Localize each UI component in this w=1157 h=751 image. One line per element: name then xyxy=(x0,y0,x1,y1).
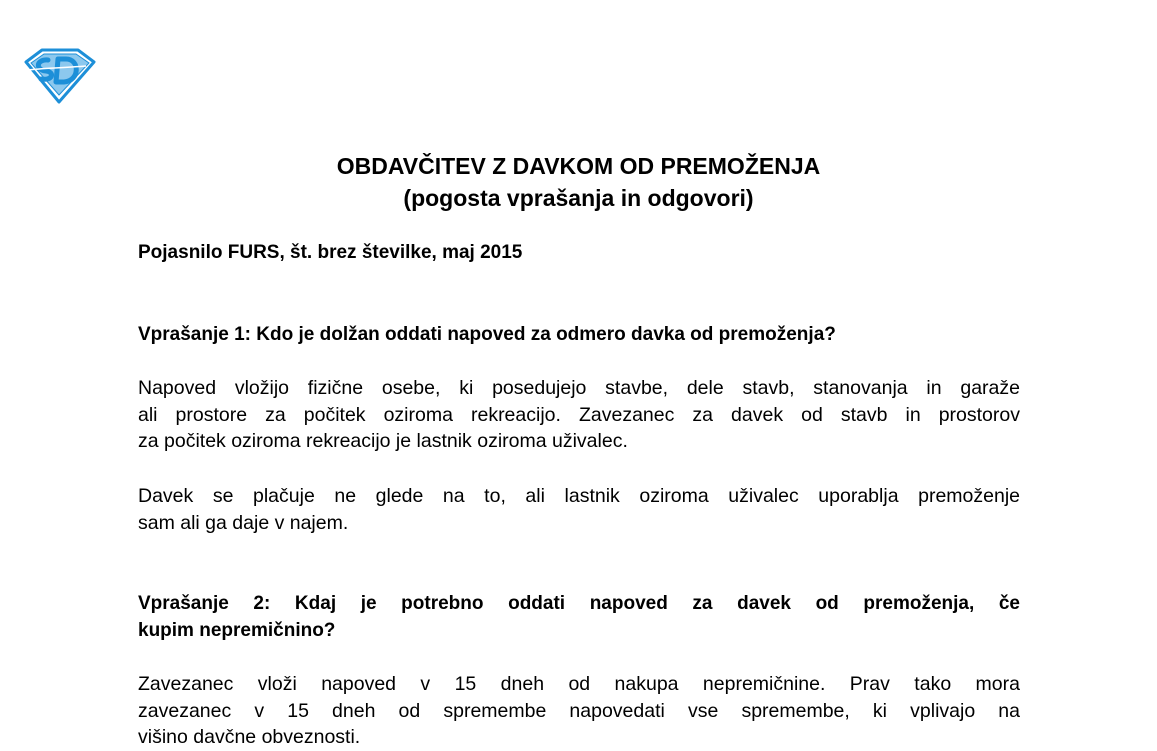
paragraph-line: Napoved vložijo fizične osebe, ki posedujejo stavbe, dele stavb, stanovanja in garaže xyxy=(138,377,1020,399)
question-2-heading-line: kupim nepremičnino? xyxy=(138,619,336,641)
paragraph-line: Davek se plačuje ne glede na to, ali lastnik oziroma uživalec uporablja premoženje xyxy=(138,485,1020,507)
sd-shield-logo-icon xyxy=(22,48,96,104)
document-title: OBDAVČITEV Z DAVKOM OD PREMOŽENJA xyxy=(336,153,821,179)
question-2-heading xyxy=(138,591,1020,644)
question-1-heading: Vprašanje 1: Kdo je dolžan oddati napoved za odmero davka od premoženja? xyxy=(138,324,836,345)
document-subtitle: (pogosta vprašanja in odgovori) xyxy=(403,185,754,211)
answer-1-paragraph-2 xyxy=(138,483,1020,536)
paragraph-line: Zavezanec vloži napoved v 15 dneh od nakupa nepremičnine. Prav tako mora xyxy=(138,673,1020,695)
question-1-section xyxy=(138,322,1020,349)
paragraph-line: ali prostore za počitek oziroma rekreacijo. Zavezanec za davek od stavb in prostorov xyxy=(138,403,1020,426)
paragraph-line: sam ali ga daje v najem. xyxy=(138,511,349,534)
document-title-block xyxy=(0,150,1157,214)
document-source: Pojasnilo FURS, št. brez številke, maj 2015 xyxy=(138,242,523,263)
paragraph-line: zavezanec v 15 dneh od spremembe napovedati vse spremembe, ki vplivajo na xyxy=(138,699,1020,722)
question-2-heading-line: Vprašanje 2: Kdaj je potrebno oddati napoved za davek od premoženja, če xyxy=(138,593,1020,614)
paragraph-line: za počitek oziroma rekreacijo je lastnik oziroma uživalec. xyxy=(138,430,628,452)
paragraph-line: višino davčne obveznosti. xyxy=(138,726,361,748)
answer-1-paragraph-1 xyxy=(138,375,1020,455)
answer-2-paragraph-1 xyxy=(138,671,1020,751)
